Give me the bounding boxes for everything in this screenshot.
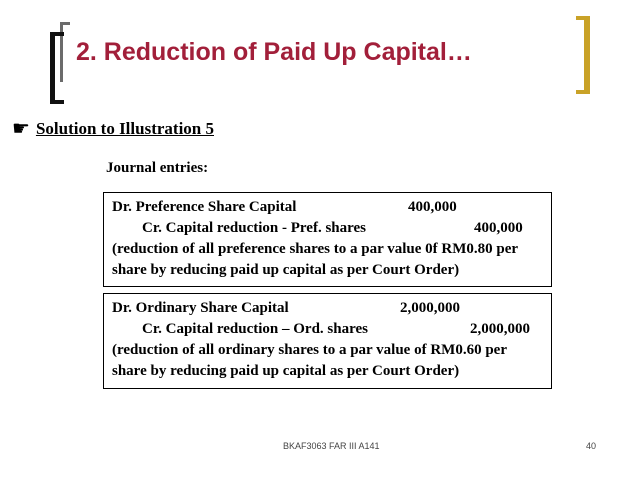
credit-line [112, 319, 545, 340]
slide-footer: BKAF3063 FAR III A141 [283, 441, 380, 451]
credit-account: Cr. Capital reduction - Pref. shares [142, 220, 367, 236]
bullet-heading: Solution to Illustration 5 [35, 119, 214, 138]
journal-entry-ordinary [103, 293, 552, 389]
entry-narration: (reduction of all preference shares to a par value 0f RM0.80 per share by reducing paid up capital as per Court Order) [112, 241, 518, 278]
debit-line [112, 298, 545, 319]
credit-amount: 400,000 [474, 220, 523, 236]
debit-amount: 400,000 [408, 199, 457, 215]
credit-line [112, 218, 545, 239]
credit-account: Cr. Capital reduction – Ord. shares [142, 321, 368, 337]
journal-entry-preference [103, 192, 552, 287]
credit-amount: 2,000,000 [470, 321, 530, 337]
page-number: 40 [586, 441, 597, 451]
debit-line [112, 197, 545, 218]
bullet-row [12, 119, 214, 139]
left-bracket-decoration [50, 32, 64, 104]
debit-account: Dr. Ordinary Share Capital [112, 300, 289, 316]
pointing-hand-icon: ☛ [12, 118, 30, 140]
journal-entries-label: Journal entries: [106, 160, 209, 176]
entry-narration: (reduction of all ordinary shares to a par value of RM0.60 per share by reducing paid up capital as per Court Order) [112, 342, 507, 379]
slide-title: 2. Reduction of Paid Up Capital… [76, 38, 472, 66]
right-bracket-decoration [576, 16, 590, 94]
debit-account: Dr. Preference Share Capital [112, 199, 297, 215]
debit-amount: 2,000,000 [400, 300, 460, 316]
